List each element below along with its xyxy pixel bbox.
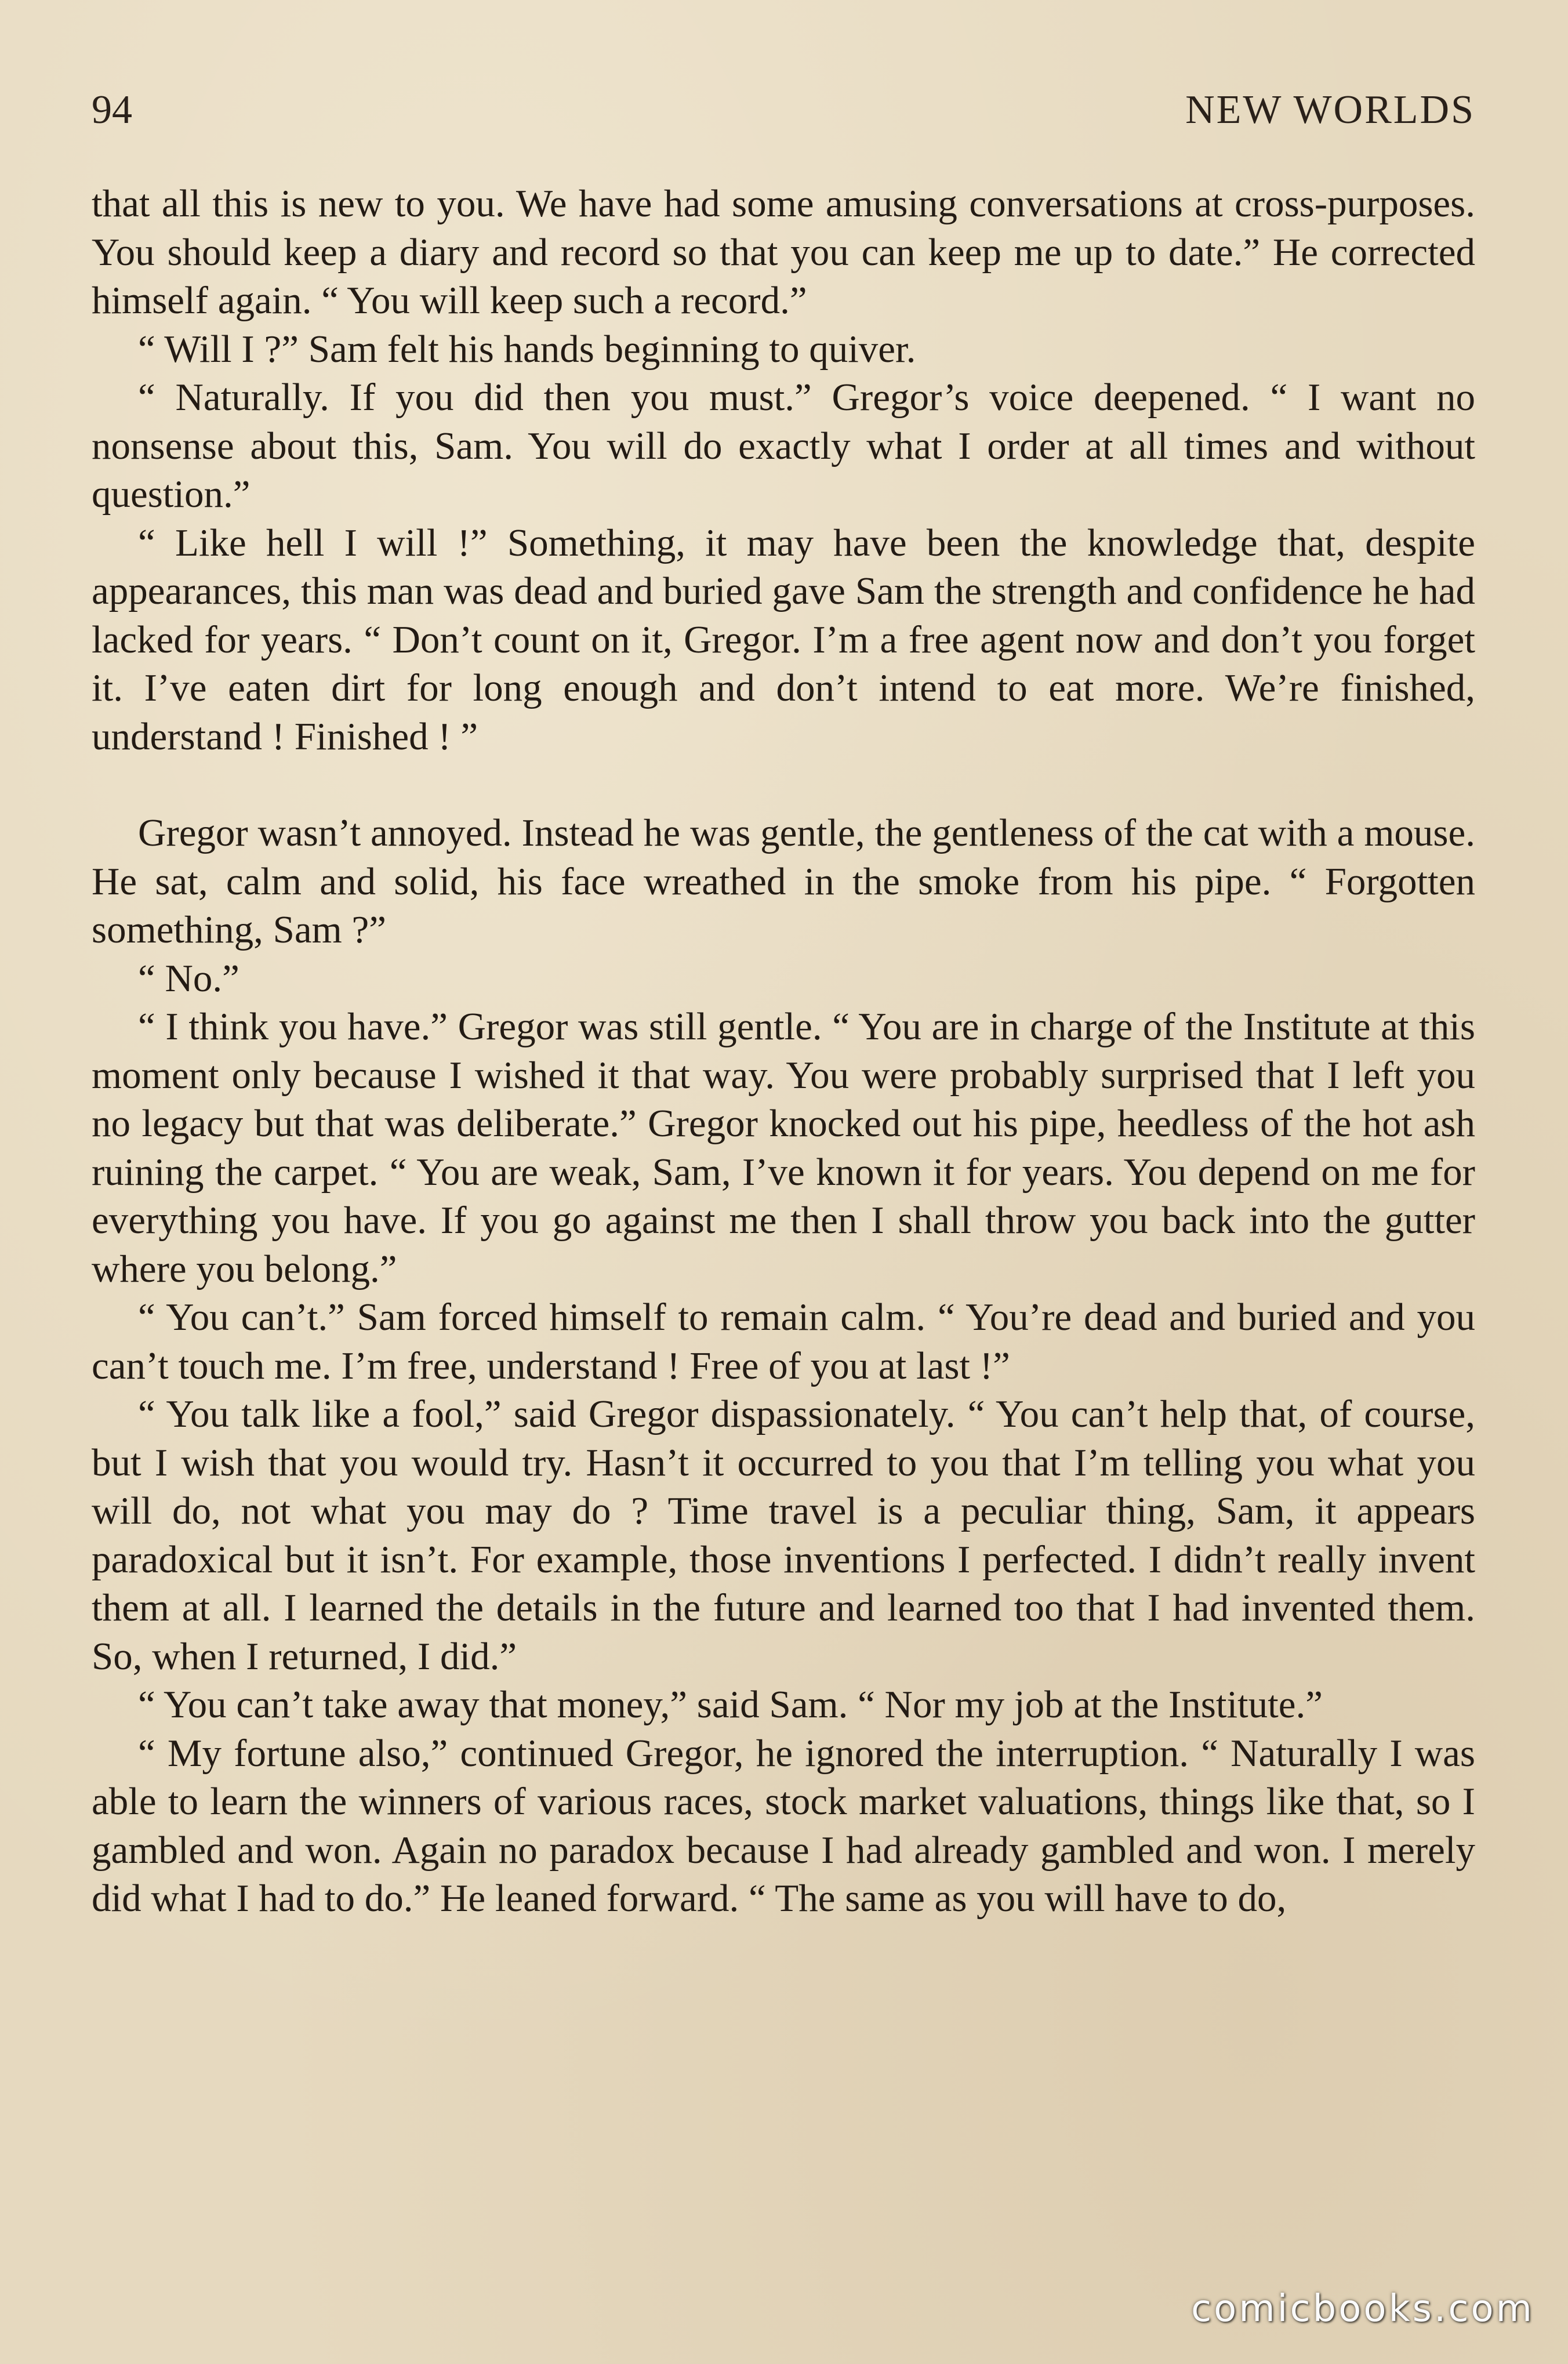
paragraph: “ You can’t take away that money,” said Sam. “ Nor my job at the Institute.” [138, 1683, 1323, 1726]
paragraph: “ You talk like a fool,” said Gregor dispassionately. “ You can’t help that, of course, but I wish that you would try. Hasn’t it occurred to you that I’m telling you what you will do, not what you may do ? Time travel is a peculiar thing, Sam, it appears paradoxical but it isn’t. For example, those inventions I perfected. I didn’t really invent them at all. I learned the details in the future and learned too that I had invented them. So, when I returned, I did.” [92, 1393, 1475, 1678]
paragraph: “ You can’t.” Sam forced himself to remain calm. “ You’re dead and buried and you can’t touch me. I’m free, understand ! Free of you at last !” [92, 1296, 1475, 1387]
paragraph: “ Naturally. If you did then you must.” Gregor’s voice deepened. “ I want no nonsense about this, Sam. You will do exactly what I order at all times and without question.” [92, 376, 1475, 516]
paragraph: “ Will I ?” Sam felt his hands beginning to quiver. [138, 327, 916, 371]
paragraph: Gregor wasn’t annoyed. Instead he was gentle, the gentleness of the cat with a mouse. He sat, calm and solid, his face wreathed in the smoke from his pipe. “ Forgotten something, Sam ?” [92, 811, 1475, 951]
paragraph: “ My fortune also,” continued Gregor, he ignored the interruption. “ Naturally I was able to learn the winners of various races, stock market valuations, things like that, so I gambled and won. Again no paradox because I had already gambled and won. I merely did what I had to do.” He leaned forward. “ The same as you will have to do, [92, 1731, 1475, 1920]
paragraph: “ Like hell I will !” Something, it may have been the knowledge that, despite appearances, this man was dead and buried gave Sam the strength and confidence he had lacked for years. “ Don’t count on it, Gregor. I’m a free agent now and don’t you forget it. I’ve eaten dirt for long enough and don’t intend to eat more. We’re finished, understand ! Finished ! ” [92, 521, 1475, 758]
page-header [92, 87, 1475, 151]
page-number: 94 [92, 88, 132, 132]
running-title: NEW WORLDS [1185, 88, 1475, 132]
paragraph: “ No.” [138, 956, 239, 1000]
body-text [92, 180, 1475, 1923]
watermark: comicbooks.com [1190, 2287, 1534, 2330]
paragraph: “ I think you have.” Gregor was still gentle. “ You are in charge of the Institute at this moment only because I wished it that way. You were probably surprised that I left you no legacy but that was deliberate.” Gregor knocked out his pipe, heedless of the hot ash ruining the carpet. “ You are weak, Sam, I’ve known it for years. You depend on me for everything you have. If you go against me then I shall throw you back into the gutter where you belong.” [92, 1005, 1475, 1290]
paragraph: that all this is new to you. We have had some amusing conversations at cross-purposes. You should keep a diary and record so that you can keep me up to date.” He corrected himself again. “ You will keep such a record.” [92, 182, 1475, 322]
